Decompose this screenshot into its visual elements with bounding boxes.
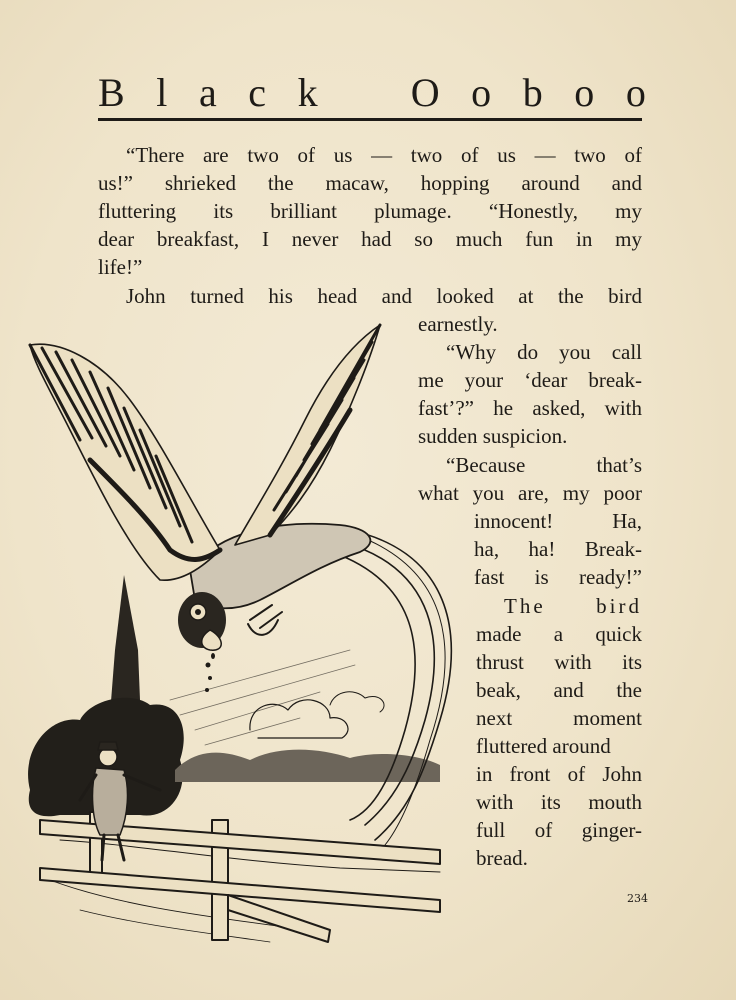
title-letter: o (625, 70, 646, 115)
text-line: what you are, my poor (418, 481, 642, 505)
text-line: fast is ready!” (474, 565, 642, 589)
macaw-head (178, 592, 226, 650)
title-letter: b (522, 70, 543, 115)
crumbs (205, 653, 215, 692)
page-title (98, 70, 646, 116)
macaw-right-wing (235, 325, 380, 545)
macaw-left-wing (30, 344, 220, 580)
text-line: John turned his head and looked at the bird (126, 284, 642, 308)
text-line: fluttered around (476, 734, 611, 758)
title-rule (98, 118, 642, 121)
text-line: dear breakfast, I never had so much fun in my (98, 227, 642, 251)
macaw-feet (248, 605, 282, 635)
title-letter: a (198, 70, 217, 115)
text-line: fluttering its brilliant plumage. “Honestly, my (98, 199, 642, 223)
page-number: 234 (627, 892, 648, 905)
text-line: “Why do you call (446, 340, 642, 364)
title-letter: l (156, 70, 168, 115)
text-line: with its mouth (476, 790, 642, 814)
text-line: in front of John (476, 762, 642, 786)
text-line: next moment (476, 706, 642, 730)
title-letter: k (297, 70, 318, 115)
text-line: thrust with its (476, 650, 642, 674)
text-line: beak, and the (476, 678, 642, 702)
text-line: ha, ha! Break- (474, 537, 642, 561)
text-line: “There are two of us — two of us — two of (126, 143, 642, 167)
text-line: “Because that’s (446, 453, 642, 477)
text-line: The bird (504, 594, 642, 618)
text-line: earnestly. (418, 312, 498, 336)
text-line: bread. (476, 846, 528, 870)
text-line: life!” (98, 255, 143, 279)
text-line: full of ginger- (476, 818, 642, 842)
title-letter: O (410, 70, 440, 115)
title-letter: c (248, 70, 267, 115)
text-line: me your ‘dear break- (418, 368, 642, 392)
title-letter: B (98, 70, 125, 115)
text-line: us!” shrieked the macaw, hopping around and (98, 171, 642, 195)
title-letter: o (574, 70, 595, 115)
text-line: made a quick (476, 622, 642, 646)
macaw-tail (332, 530, 451, 845)
title-letter: o (471, 70, 492, 115)
text-line: sudden suspicion. (418, 424, 568, 448)
macaw-body (190, 524, 370, 608)
macaw-illustration (20, 320, 470, 960)
text-line: innocent! Ha, (474, 509, 642, 533)
tree-line (175, 750, 440, 782)
text-line: fast’?” he asked, with (418, 396, 642, 420)
